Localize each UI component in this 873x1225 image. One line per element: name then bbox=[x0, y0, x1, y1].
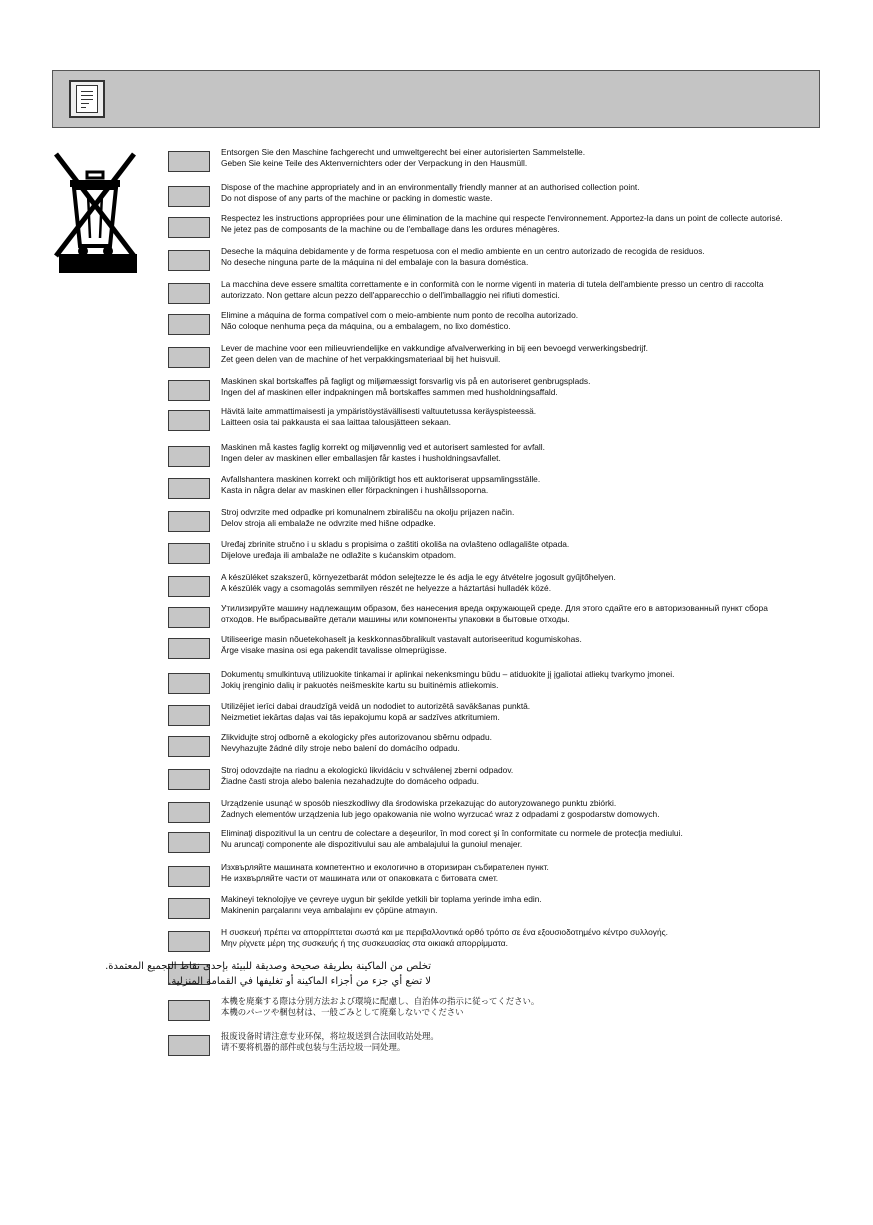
entry-line: Η συσκευή πρέπει να απορρίπτεται σωστά και με περιβαλλοντικά ορθό τρόπο σε ένα εξουσιοδοτημένο κέντρο συλλογής. bbox=[221, 927, 668, 937]
language-flag-box bbox=[168, 217, 210, 238]
entry-line: Uređaj zbrinite stručno i u skladu s propisima o zaštiti okoliša na ovlašteno odlagalište otpada. bbox=[221, 539, 570, 549]
language-flag-box bbox=[168, 314, 210, 335]
language-flag-box bbox=[168, 250, 210, 271]
language-flag-box bbox=[168, 511, 210, 532]
entry-line: A készüléket szakszerű, környezetbarát módon selejtezze le és adja le egy átvételre jogosult gyűjtőhelyen. bbox=[221, 572, 616, 582]
entry-line: La macchina deve essere smaltita correttamente e in conformità con le norme vigenti in materia di tutela dell'ambiente presso un centro di raccolta bbox=[221, 279, 764, 289]
language-flag-box bbox=[168, 186, 210, 207]
entry-line: autorizzato. Non gettare alcun pezzo dell'apparecchio o dell'imballaggio nei rifiuti domestici. bbox=[221, 290, 560, 300]
entry-line: Do not dispose of any parts of the machine or packing in domestic waste. bbox=[221, 193, 493, 203]
entry-line: 报废设备时请注意专业环保，将垃圾送到合法回收站处理。 bbox=[221, 1031, 439, 1041]
entry-line: отходов. Не выбрасывайте детали машины или компоненты упаковки в бытовые отходы. bbox=[221, 614, 570, 624]
entry-line: Не изхвърляйте части от машината или от опаковката с битовата смет. bbox=[221, 873, 499, 883]
language-flag-box bbox=[168, 410, 210, 431]
entry-line: تخلص من الماكينة بطريقة صحيحة وصديقة للبيئة بإحدى نقاط التجميع المعتمدة. bbox=[105, 961, 431, 972]
language-flag-box bbox=[168, 866, 210, 887]
entry-line: Makineyi teknolojiye ve çevreye uygun bir şekilde yetkili bir toplama yerinde imha edin. bbox=[221, 894, 542, 904]
entry-line: Eliminaţi dispozitivul la un centru de colectare a deşeurilor, în mod corect şi în conformitate cu normele de protecţia mediului. bbox=[221, 828, 683, 838]
entry-line: Ne jetez pas de composants de la machine ou de l'emballage dans les ordures ménagères. bbox=[221, 224, 560, 234]
entry-line: Ingen del af maskinen eller indpakningen må bortskaffes sammen med husholdningsaffald. bbox=[221, 387, 558, 397]
language-flag-box bbox=[168, 769, 210, 790]
language-flag-box bbox=[168, 347, 210, 368]
entry-line: Stroj odovzdajte na riadnu a ekologickú likvidáciu v schválenej zberni odpadov. bbox=[221, 765, 514, 775]
language-flag-box bbox=[168, 478, 210, 499]
language-flag-box bbox=[168, 607, 210, 628]
document-icon bbox=[69, 80, 105, 118]
entry-line: Dokumentų smulkintuvą utilizuokite tinkamai ir aplinkai nekenksmingu būdu – atiduokite jį įgaliotai atliekų tvarkymo įmonei. bbox=[221, 669, 675, 679]
entry-line: Изхвърляйте машината компетентно и екологично в оторизиран събирателен пункт. bbox=[221, 862, 549, 872]
disposal-instructions-list bbox=[105, 0, 828, 1225]
language-flag-box bbox=[168, 832, 210, 853]
language-flag-box bbox=[168, 931, 210, 952]
entry-line: Dijelove uređaja ili ambalaže ne odlažite s kućanskim otpadom. bbox=[221, 550, 457, 560]
language-flag-box bbox=[168, 446, 210, 467]
entry-line: Utiliseerige masin nõuetekohaselt ja keskkonnasõbralikult vastavalt autoriseeritud kogumiskohas. bbox=[221, 634, 582, 644]
entry-line: Μην ρίχνετε μέρη της συσκευής ή της συσκευασίας στα οικιακά απορρίμματα. bbox=[221, 938, 508, 948]
black-bar bbox=[59, 254, 137, 273]
language-flag-box bbox=[168, 673, 210, 694]
entry-line: Stroj odvrzite med odpadke pri komunalnem zbirališču na okolju prijazen način. bbox=[221, 507, 515, 517]
entry-line: Kasta in några delar av maskinen eller förpackningen i hushållssoporna. bbox=[221, 485, 489, 495]
entry-line: Hävitä laite ammattimaisesti ja ympäristöystävällisesti valtuutetussa keräyspisteessä. bbox=[221, 406, 537, 416]
language-flag-box bbox=[168, 576, 210, 597]
language-flag-box bbox=[168, 543, 210, 564]
entry-line: 本機のパーツや梱包材は、一般ごみとして廃棄しないでください bbox=[221, 1007, 464, 1017]
entry-line: Nevyhazujte žádné díly stroje nebo balení do domácího odpadu. bbox=[221, 743, 460, 753]
entry-line: لا تضع أي جزء من أجزاء الماكينة أو تغليفها في القمامة المنزلية. bbox=[168, 976, 431, 987]
language-flag-box bbox=[168, 705, 210, 726]
language-flag-box bbox=[168, 736, 210, 757]
language-flag-box bbox=[168, 1000, 210, 1021]
entry-line: Respectez les instructions appropriées pour une élimination de la machine qui respecte l'environnement. Apportez-la dans un point de collecte autorisé. bbox=[221, 213, 783, 223]
entry-line: Não coloque nenhuma peça da máquina, ou a embalagem, no lixo doméstico. bbox=[221, 321, 511, 331]
entry-line: Makinenin parçalarını veya ambalajını ev çöpüne atmayın. bbox=[221, 905, 438, 915]
entry-line: Avfallshantera maskinen korrekt och miljöriktigt hos ett auktoriserat uppsamlingsställe. bbox=[221, 474, 541, 484]
entry-line: Deseche la máquina debidamente y de forma respetuosa con el medio ambiente en un centro autorizado de recogida de residuos. bbox=[221, 246, 705, 256]
entry-line: Žiadne časti stroja alebo balenia nezahadzujte do domáceho odpadu. bbox=[221, 776, 479, 786]
entry-line: Żadnych elementów urządzenia lub jego opakowania nie wolno wyrzucać wraz z odpadami z gospodarstw domowych. bbox=[221, 809, 660, 819]
entry-line: Maskinen må kastes faglig korrekt og miljøvennlig ved et autorisert samlested for avfall. bbox=[221, 442, 545, 452]
entry-line: Utilizējiet ierīci dabai draudzīgā veidā un nododiet to autorizētā savākšanas punktā. bbox=[221, 701, 531, 711]
entry-line: Entsorgen Sie den Maschine fachgerecht und umweltgerecht bei einer autorisierten Sammelstelle. bbox=[221, 147, 586, 157]
language-flag-box bbox=[168, 638, 210, 659]
entry-line: Zlikvidujte stroj odborně a ekologicky přes autorizovanou sběrnu odpadu. bbox=[221, 732, 492, 742]
entry-line: Elimine a máquina de forma compatível com o meio-ambiente num ponto de recolha autorizado. bbox=[221, 310, 579, 320]
entry-line: Maskinen skal bortskaffes på fagligt og miljømæssigt forsvarlig vis på en autoriseret genbrugsplads. bbox=[221, 376, 591, 386]
language-flag-box bbox=[168, 283, 210, 304]
entry-line: Lever de machine voor een milieuvriendelijke en vakkundige afvalverwerking in bij een bevoegd verwerkingsbedrijf. bbox=[221, 343, 648, 353]
entry-line: Neizmetiet iekārtas daļas vai tās iepakojumu kopā ar sadzīves atkritumiem. bbox=[221, 712, 500, 722]
entry-line: No deseche ninguna parte de la máquina ni del embalaje con la basura doméstica. bbox=[221, 257, 529, 267]
entry-line: 请不要将机器的部件或包装与生活垃圾一同处理。 bbox=[221, 1042, 406, 1052]
entry-line: Ingen deler av maskinen eller emballasjen får kastes i husholdningsavfallet. bbox=[221, 453, 501, 463]
entry-line: Laitteen osia tai pakkausta ei saa laittaa talousjätteen sekaan. bbox=[221, 417, 452, 427]
language-flag-box bbox=[168, 898, 210, 919]
entry-line: Urządzenie usunąć w sposób nieszkodliwy dla środowiska przekazując do autoryzowanego punktu zbiórki. bbox=[221, 798, 617, 808]
entry-line: 本機を廃棄する際は分別方法および環境に配慮し、自治体の指示に従ってください。 bbox=[221, 996, 540, 1006]
entry-line: Zet geen delen van de machine of het verpakkingsmateriaal bij het huisvuil. bbox=[221, 354, 501, 364]
entry-line: Dispose of the machine appropriately and in an environmentally friendly manner at an authorised collection point. bbox=[221, 182, 640, 192]
language-flag-box bbox=[168, 151, 210, 172]
entry-line: Delov stroja ali embalaže ne odvrzite med hišne odpadke. bbox=[221, 518, 436, 528]
entry-line: Geben Sie keine Teile des Aktenvernichters oder der Verpackung in den Hausmüll. bbox=[221, 158, 528, 168]
language-flag-box bbox=[168, 802, 210, 823]
entry-line: Ärge visake masina osi ega pakendit tavalisse olmeprügisse. bbox=[221, 645, 447, 655]
entry-line: Nu aruncaţi componente ale dispozitivului sau ale ambalajului la gunoiul menajer. bbox=[221, 839, 523, 849]
entry-line: Утилизируйте машину надлежащим образом, без нанесения вреда окружающей среде. Для этого сдайте его в авторизованный пункт сбора bbox=[221, 603, 768, 613]
entry-line: Jokių įrenginio dalių ir pakuotės neišmeskite kartu su buitinėmis atliekomis. bbox=[221, 680, 499, 690]
language-flag-box bbox=[168, 1035, 210, 1056]
language-flag-box bbox=[168, 380, 210, 401]
entry-line: A készülék vagy a csomagolás semmilyen részét ne helyezze a háztartási hulladék közé. bbox=[221, 583, 552, 593]
